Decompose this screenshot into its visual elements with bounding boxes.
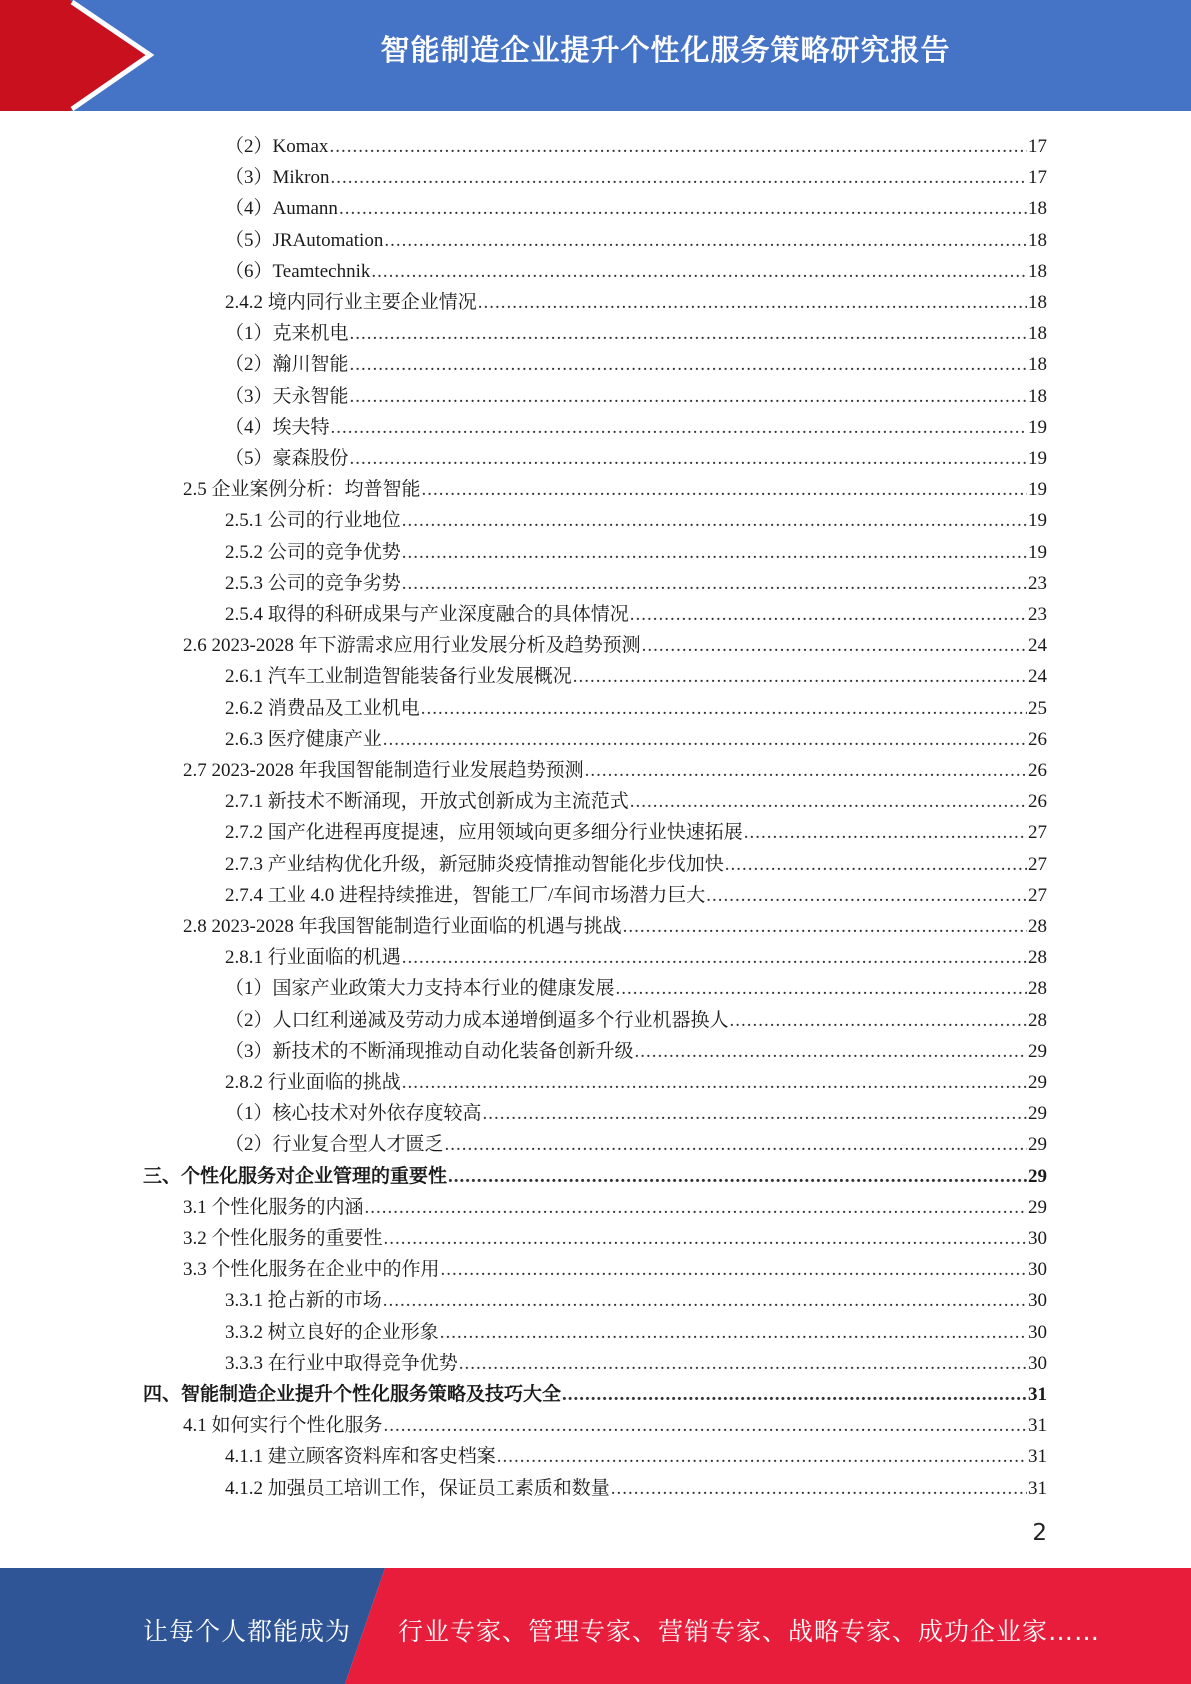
- toc-dot-leader: [402, 573, 1027, 595]
- toc-entry[interactable]: [225, 1001, 1047, 1032]
- toc-entry[interactable]: [225, 720, 1047, 751]
- toc-entry[interactable]: [143, 1375, 1047, 1406]
- toc-entry[interactable]: [225, 1125, 1047, 1156]
- toc-entry-label: 2.7.2 国产化进程再度提速，应用领域向更多细分行业快速拓展: [225, 822, 743, 844]
- toc-dot-leader: [706, 885, 1027, 907]
- toc-entry[interactable]: [183, 1188, 1047, 1219]
- toc-entry-label: 2.7.4 工业 4.0 进程持续推进，智能工厂/车间市场潜力巨大: [225, 884, 706, 906]
- toc-entry-page: 26: [1028, 791, 1047, 813]
- toc-dot-leader: [630, 791, 1027, 813]
- toc-entry-page: 28: [1028, 916, 1047, 937]
- toc-entry[interactable]: [225, 533, 1047, 564]
- toc-entry-page: 17: [1028, 167, 1047, 189]
- toc-dot-leader: [371, 261, 1027, 283]
- toc-entry-page: 28: [1028, 947, 1047, 969]
- toc-dot-leader: [635, 1041, 1027, 1063]
- toc-entry-page: 19: [1028, 541, 1047, 563]
- toc-dot-leader: [350, 354, 1027, 376]
- toc-dot-leader: [402, 1072, 1027, 1094]
- toc-entry-page: 19: [1028, 510, 1047, 532]
- toc-dot-leader: [350, 386, 1027, 408]
- toc-entry[interactable]: [225, 845, 1047, 876]
- toc-entry[interactable]: [183, 1219, 1047, 1250]
- toc-entry-label: 2.7 2023-2028 年我国智能制造行业发展趋势预测: [183, 760, 584, 781]
- toc-dot-leader: [402, 947, 1027, 969]
- toc-entry-page: 18: [1028, 292, 1047, 313]
- toc-entry-page: 29: [1028, 1134, 1047, 1156]
- toc-dot-leader: [573, 666, 1027, 688]
- toc-entry[interactable]: [225, 127, 1047, 158]
- page-header: [0, 0, 1191, 111]
- toc-entry-page: 23: [1028, 604, 1047, 625]
- toc-entry-label: 4.1 如何实行个性化服务: [183, 1415, 383, 1437]
- toc-dot-leader: [350, 448, 1027, 470]
- chevron-arrow-icon: [0, 0, 160, 111]
- toc-entry-label: （1）国家产业政策大力支持本行业的健康发展: [225, 978, 615, 1000]
- toc-entry-page: 30: [1028, 1321, 1047, 1343]
- toc-dot-leader: [384, 1415, 1027, 1437]
- toc-entry[interactable]: [225, 1344, 1047, 1375]
- toc-entry-page: 31: [1028, 1477, 1047, 1499]
- toc-entry-page: 29: [1028, 1040, 1047, 1062]
- toc-entry-label: （3）新技术的不断涌现推动自动化装备创新升级: [225, 1040, 634, 1062]
- toc-entry-page: 27: [1028, 822, 1047, 844]
- toc-dot-leader: [441, 1259, 1027, 1281]
- toc-entry-page: 18: [1028, 385, 1047, 407]
- toc-entry-label: （4）埃夫特: [225, 416, 330, 438]
- toc-entry-label: 3.3.1 抢占新的市场: [225, 1290, 382, 1312]
- footer-slogan-right: 行业专家、管理专家、营销专家、战略专家、成功企业家……: [398, 1617, 1101, 1646]
- toc-dot-leader: [630, 604, 1027, 626]
- toc-dot-leader: [384, 1228, 1027, 1250]
- toc-entry-page: 18: [1028, 229, 1047, 251]
- toc-entry-label: 2.7.1 新技术不断涌现，开放式创新成为主流范式: [225, 791, 629, 813]
- toc-entry-label: 三、个性化服务对企业管理的重要性: [143, 1165, 448, 1187]
- toc-dot-leader: [339, 198, 1027, 220]
- toc-entry-label: 四、智能制造企业提升个性化服务策略及技巧大全: [143, 1384, 562, 1405]
- toc-entry-page: 19: [1028, 448, 1047, 469]
- toc-entry[interactable]: [183, 626, 1047, 657]
- toc-entry-page: 28: [1028, 978, 1047, 1000]
- toc-entry[interactable]: [225, 501, 1047, 532]
- toc-entry[interactable]: [225, 1094, 1047, 1125]
- toc-dot-leader: [497, 1446, 1027, 1468]
- toc-dot-leader: [585, 760, 1027, 782]
- toc-entry-page: 19: [1028, 479, 1047, 501]
- toc-entry-page: 24: [1028, 666, 1047, 688]
- toc-entry[interactable]: [225, 345, 1047, 376]
- toc-entry[interactable]: [183, 470, 1047, 501]
- toc-entry-label: 2.6.1 汽车工业制造智能装备行业发展概况: [225, 666, 572, 688]
- toc-entry[interactable]: [225, 813, 1047, 844]
- toc-entry-page: 18: [1028, 354, 1047, 376]
- toc-entry-label: 3.3.2 树立良好的企业形象: [225, 1321, 439, 1343]
- toc-dot-leader: [331, 417, 1027, 439]
- report-title: 智能制造企业提升个性化服务策略研究报告: [380, 33, 951, 67]
- toc-entry-label: 4.1.2 加强员工培训工作，保证员工素质和数量: [225, 1477, 610, 1499]
- toc-entry[interactable]: [225, 969, 1047, 1000]
- toc-entry[interactable]: [225, 283, 1047, 314]
- toc-entry-page: 19: [1028, 416, 1047, 438]
- toc-dot-leader: [616, 978, 1027, 1000]
- toc-dot-leader: [744, 822, 1027, 844]
- toc-entry-page: 25: [1028, 697, 1047, 719]
- toc-entry[interactable]: [225, 564, 1047, 595]
- toc-dot-leader: [383, 1290, 1027, 1312]
- toc-dot-leader: [422, 479, 1027, 501]
- toc-entry-label: （4）Aumann: [225, 198, 338, 220]
- toc-dot-leader: [642, 635, 1027, 657]
- toc-entry[interactable]: [225, 439, 1047, 470]
- toc-entry-label: 2.4.2 境内同行业主要企业情况: [225, 292, 477, 313]
- toc-entry-label: 3.3 个性化服务在企业中的作用: [183, 1259, 440, 1281]
- toc-entry-label: （1）核心技术对外依存度较高: [225, 1103, 482, 1125]
- toc-entry-label: （3）Mikron: [225, 167, 330, 189]
- toc-entry-label: 4.1.1 建立顾客资料库和客史档案: [225, 1446, 496, 1468]
- toc-entry[interactable]: [225, 1469, 1047, 1500]
- toc-dot-leader: [562, 1384, 1027, 1406]
- toc-entry[interactable]: [143, 1157, 1047, 1188]
- toc-entry-label: 2.8.2 行业面临的挑战: [225, 1072, 401, 1093]
- footer-slogan-left: 让每个人都能成为: [143, 1617, 352, 1646]
- toc-entry-label: （3）天永智能: [225, 385, 349, 407]
- toc-dot-leader: [448, 1166, 1027, 1188]
- toc-entry[interactable]: [225, 408, 1047, 439]
- toc-dot-leader: [350, 323, 1027, 345]
- toc-entry-label: 2.6 2023-2028 年下游需求应用行业发展分析及趋势预测: [183, 635, 641, 657]
- toc-entry[interactable]: [225, 1313, 1047, 1344]
- toc-entry-page: 29: [1028, 1072, 1047, 1093]
- toc-dot-leader: [329, 136, 1027, 158]
- toc-entry[interactable]: [225, 314, 1047, 345]
- toc-dot-leader: [402, 542, 1027, 564]
- toc-entry-label: （2）人口红利递减及劳动力成本递增倒逼多个行业机器换人: [225, 1009, 729, 1031]
- toc-dot-leader: [483, 1103, 1027, 1125]
- page-number: 2: [1032, 1520, 1047, 1546]
- toc-entry-label: 2.8.1 行业面临的机遇: [225, 947, 401, 969]
- toc-entry-label: 2.5 企业案例分析：均普智能: [183, 479, 421, 501]
- toc-entry-page: 30: [1028, 1290, 1047, 1312]
- toc-entry-label: 3.1 个性化服务的内涵: [183, 1196, 364, 1218]
- toc-entry-page: 30: [1028, 1228, 1047, 1249]
- toc-entry-label: 2.5.4 取得的科研成果与产业深度融合的具体情况: [225, 604, 629, 625]
- toc-entry-label: （6）Teamtechnik: [225, 260, 371, 282]
- toc-entry-page: 26: [1028, 728, 1047, 750]
- toc-entry[interactable]: [225, 1032, 1047, 1063]
- toc-entry-page: 18: [1028, 323, 1047, 345]
- toc-entry-label: 2.8 2023-2028 年我国智能制造行业面临的机遇与挑战: [183, 916, 622, 937]
- toc-entry-label: 2.5.3 公司的竞争劣势: [225, 572, 401, 594]
- toc-entry-page: 29: [1028, 1196, 1047, 1218]
- toc-entry-page: 31: [1028, 1415, 1047, 1437]
- toc-entry-label: （5）豪森股份: [225, 448, 349, 469]
- toc-entry-page: 27: [1028, 853, 1047, 875]
- toc-entry-label: （5）JRAutomation: [225, 229, 384, 251]
- toc-dot-leader: [383, 729, 1027, 751]
- toc-dot-leader: [725, 854, 1027, 876]
- toc-dot-leader: [611, 1478, 1027, 1500]
- toc-dot-leader: [402, 510, 1027, 532]
- toc-entry-page: 31: [1028, 1446, 1047, 1468]
- toc-entry-label: （2）Komax: [225, 136, 329, 157]
- toc-entry-page: 24: [1028, 635, 1047, 657]
- toc-entry[interactable]: [225, 158, 1047, 189]
- toc-entry-label: 2.6.3 医疗健康产业: [225, 728, 382, 750]
- toc-entry[interactable]: [183, 907, 1047, 938]
- toc-entry-page: 18: [1028, 198, 1047, 220]
- toc-dot-leader: [730, 1010, 1027, 1032]
- toc-entry-page: 26: [1028, 760, 1047, 781]
- toc-entry-label: （1）克来机电: [225, 323, 349, 345]
- toc-entry-label: 2.7.3 产业结构优化升级，新冠肺炎疫情推动智能化步伐加快: [225, 853, 724, 875]
- toc-entry[interactable]: [225, 876, 1047, 907]
- toc-dot-leader: [478, 292, 1027, 314]
- toc-entry-label: 3.2 个性化服务的重要性: [183, 1228, 383, 1249]
- toc-entry[interactable]: [225, 1063, 1047, 1094]
- toc-entry-label: （2）行业复合型人才匮乏: [225, 1134, 444, 1156]
- toc-entry[interactable]: [225, 189, 1047, 220]
- toc-dot-leader: [440, 1322, 1027, 1344]
- toc-dot-leader: [459, 1353, 1027, 1375]
- toc-entry[interactable]: [225, 689, 1047, 720]
- toc-entry-label: 2.5.1 公司的行业地位: [225, 510, 401, 532]
- toc-entry-page: 29: [1028, 1103, 1047, 1125]
- toc-entry[interactable]: [183, 1406, 1047, 1437]
- toc-entry[interactable]: [225, 595, 1047, 626]
- toc-entry[interactable]: [225, 377, 1047, 408]
- toc-entry-page: 23: [1028, 572, 1047, 594]
- toc-entry[interactable]: [183, 751, 1047, 782]
- toc-entry[interactable]: [183, 1250, 1047, 1281]
- page-footer: [0, 1568, 1191, 1684]
- toc-entry-page: 29: [1028, 1165, 1047, 1187]
- toc-entry-label: 3.3.3 在行业中取得竞争优势: [225, 1352, 458, 1374]
- toc-dot-leader: [331, 167, 1027, 189]
- toc-entry[interactable]: [225, 1437, 1047, 1468]
- toc-entry-page: 31: [1028, 1384, 1047, 1405]
- toc-entry-label: 2.5.2 公司的竞争优势: [225, 541, 401, 563]
- toc-entry[interactable]: [225, 938, 1047, 969]
- toc-entry[interactable]: [225, 221, 1047, 252]
- toc-entry-page: 30: [1028, 1259, 1047, 1281]
- toc-dot-leader: [384, 230, 1027, 252]
- toc-entry-page: 18: [1028, 260, 1047, 282]
- toc-dot-leader: [445, 1134, 1027, 1156]
- toc-entry[interactable]: [225, 1281, 1047, 1312]
- toc-entry[interactable]: [225, 657, 1047, 688]
- toc-dot-leader: [623, 916, 1027, 938]
- toc-entry-page: 28: [1028, 1009, 1047, 1031]
- toc-entry[interactable]: [225, 252, 1047, 283]
- toc-entry-page: 27: [1028, 884, 1047, 906]
- toc-entry-page: 30: [1028, 1352, 1047, 1374]
- toc-entry-label: 2.6.2 消费品及工业机电: [225, 697, 420, 719]
- toc-entry-label: （2）瀚川智能: [225, 354, 349, 376]
- toc-entry-page: 17: [1028, 136, 1047, 157]
- toc-dot-leader: [365, 1197, 1027, 1219]
- toc-entry[interactable]: [225, 782, 1047, 813]
- toc-dot-leader: [421, 698, 1027, 720]
